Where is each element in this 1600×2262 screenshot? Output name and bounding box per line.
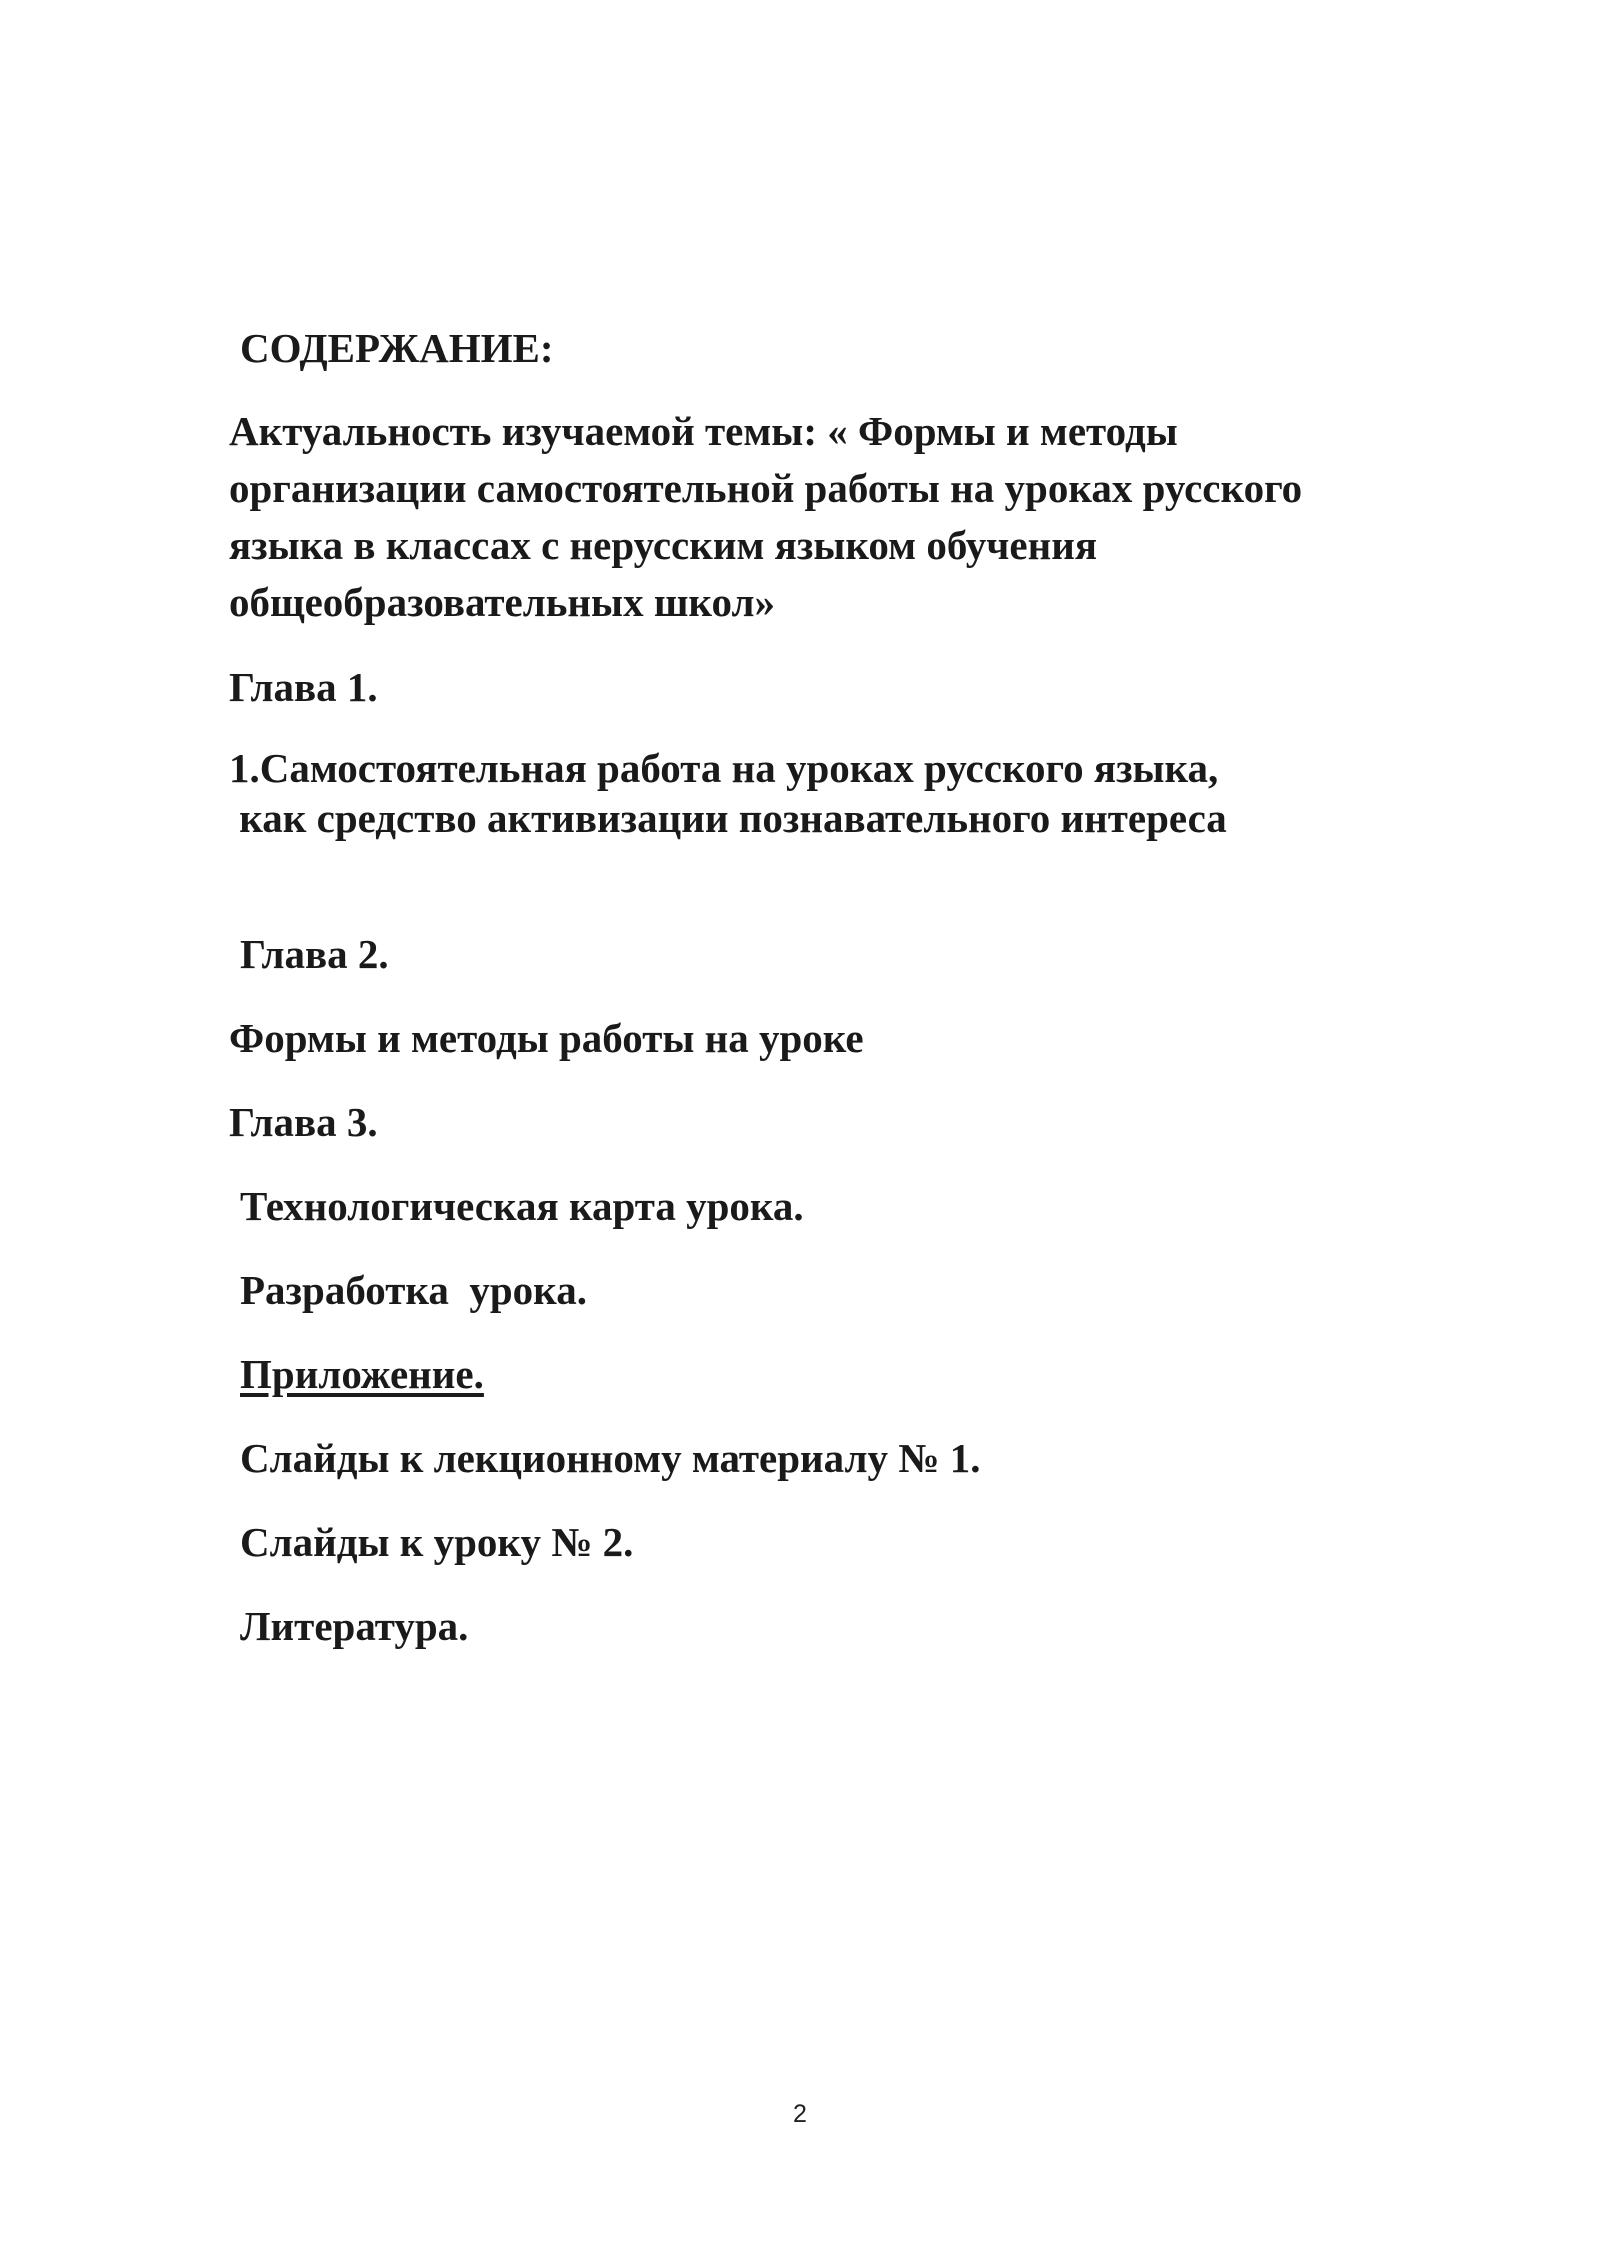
topic-line: Актуальность изучаемой темы: « Формы и методы — [229, 408, 1178, 454]
chapter-1-label: Глава 1. — [229, 664, 378, 710]
appendix-slides-lesson: Слайды к уроку № 2. — [240, 1519, 634, 1565]
chapter-2-label: Глава 2. — [240, 931, 389, 977]
contents-heading: СОДЕРЖАНИЕ: — [240, 325, 554, 371]
tech-map-item: Технологическая карта урока. — [240, 1183, 804, 1229]
topic-line: общеобразовательных школ» — [229, 579, 775, 625]
lesson-development-item: Разработка урока. — [240, 1267, 587, 1313]
chapter-3-label: Глава 3. — [229, 1099, 378, 1145]
page-number: 2 — [793, 2100, 807, 2128]
chapter-1-title-line: как средство активизации познавательного интереса — [229, 795, 1227, 841]
literature-label: Литература. — [240, 1603, 469, 1649]
chapter-2-title: Формы и методы работы на уроке — [229, 1015, 864, 1061]
chapter-1-title-line: 1.Самостоятельная работа на уроках русского языка, — [229, 745, 1219, 791]
topic-line: организации самостоятельной работы на уроках русского — [229, 465, 1303, 511]
appendix-label: Приложение. — [240, 1351, 484, 1397]
topic-line: языка в классах с нерусским языком обучения — [229, 522, 1098, 568]
chapter-1-title — [229, 743, 1227, 843]
appendix-slides-lecture: Слайды к лекционному материалу № 1. — [240, 1435, 981, 1481]
topic-paragraph — [229, 403, 1302, 631]
